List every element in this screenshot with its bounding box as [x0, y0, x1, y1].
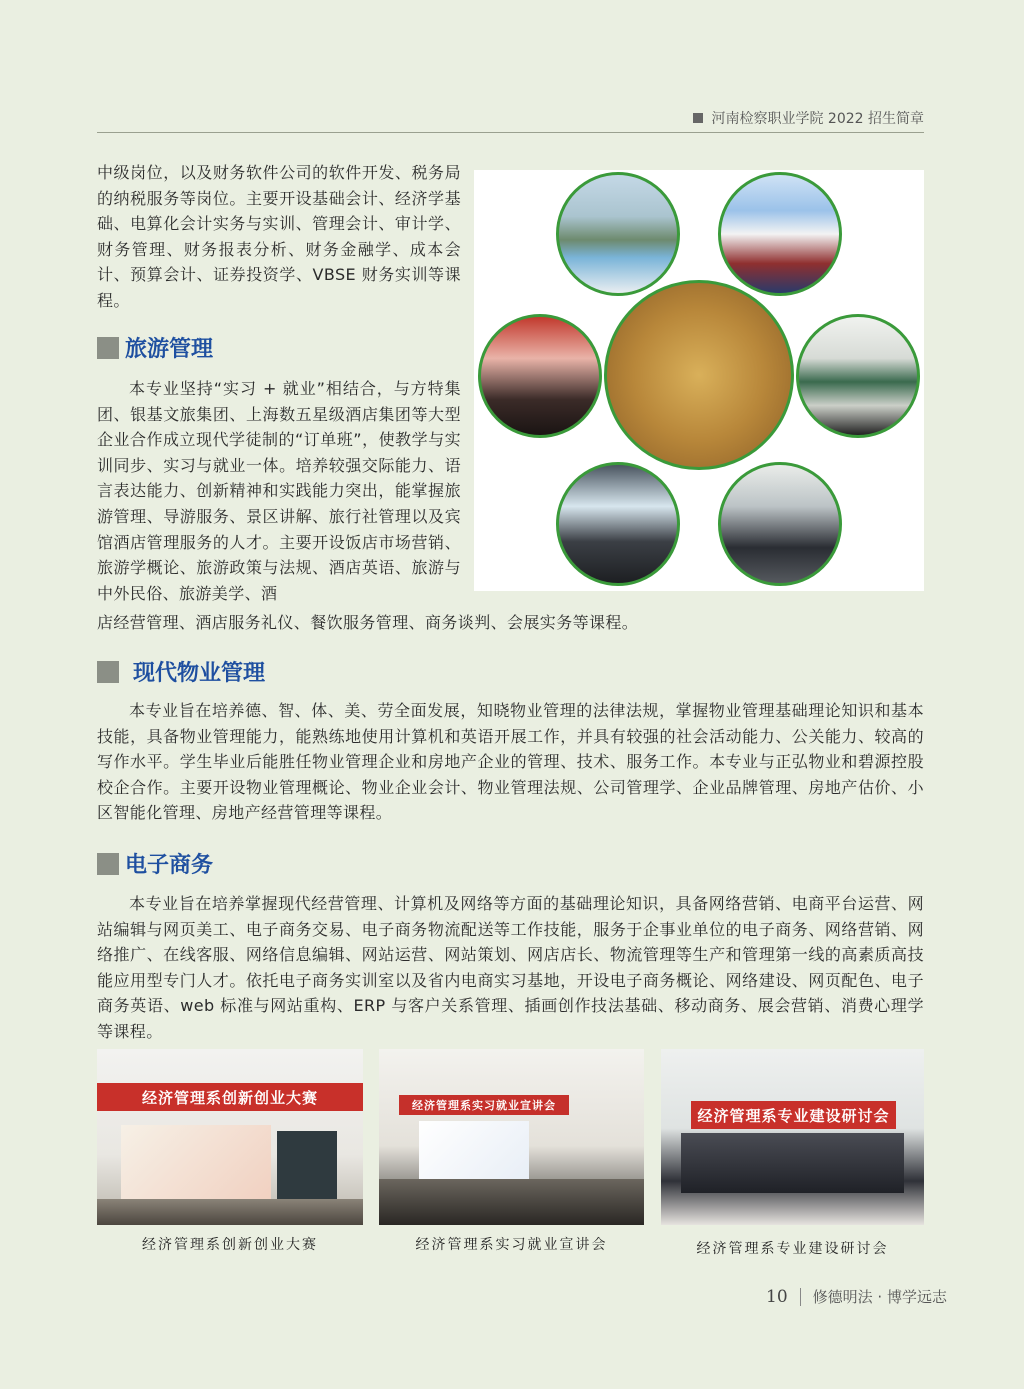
page-header — [97, 108, 924, 128]
collage-photo-award-stage — [718, 172, 842, 296]
section-square-icon — [97, 661, 119, 683]
audience — [379, 1179, 644, 1225]
collage-photo-computer-lab — [718, 462, 842, 586]
section-square-icon — [97, 853, 119, 875]
photo-banner: 经济管理系创新创业大赛 — [97, 1083, 363, 1111]
header-title: 河南检察职业学院 2022 招生简章 — [711, 111, 924, 127]
audience — [97, 1199, 363, 1225]
photo-collage — [474, 170, 924, 591]
section-square-icon — [97, 337, 119, 359]
section-ecommerce-body: 本专业旨在培养掌握现代经营管理、计算机及网络等方面的基础理论知识，具备网络营销、电商平台运营、网站编辑与网页美工、电子商务交易、电子商务物流配送等工作技能，服务于企事业单位的电子商务、网络营销、网络推广、在线客服、网络信息编辑、网站运营、网站策划、网店店长、物流管理等生产和管理第一线的高素质高技能应用型专门人才。依托电子商务实训室以及省内电商实习基地，开设电子商务概论、网络建设、网页配色、电子商务英语、web 标准与网站重构、ERP 与客户关系管理、插画创作技法基础、移动商务、展会营销、消费心理学等课程。 — [97, 894, 924, 1041]
page-footer — [766, 1286, 947, 1307]
photo-caption: 经济管理系专业建设研讨会 — [696, 1241, 889, 1257]
header-square-icon — [693, 113, 703, 123]
collage-photo-conference — [478, 314, 602, 438]
section-title-ecommerce: 电子商务 — [97, 848, 213, 879]
page-number: 10 — [766, 1286, 788, 1307]
footer-motto: 修德明法 · 博学远志 — [812, 1288, 947, 1306]
section-property-body: 本专业旨在培养德、智、体、美、劳全面发展，知晓物业管理的法律法规，掌握物业管理基础理论知识和基本技能，具备物业管理能力，能熟练地使用计算机和英语开展工作，并具有较强的社会活动能力、公关能力、较高的写作水平。学生毕业后能胜任物业管理企业和房地产企业的管理、技术、服务工作。本专业与正弘物业和碧源控股校企合作。主要开设物业管理概论、物业企业会计、物业管理法规、公司管理学、企业品牌管理、房地产估价、小区智能化管理、房地产经营管理等课程。 — [97, 701, 924, 823]
photo-innovation-contest — [97, 1049, 363, 1225]
collage-photo-dance — [556, 172, 680, 296]
collage-photo-classroom — [796, 314, 920, 438]
photo-caption: 经济管理系创新创业大赛 — [142, 1237, 318, 1253]
photo-banner: 经济管理系专业建设研讨会 — [691, 1101, 896, 1129]
intro-paragraph: 中级岗位，以及财务软件公司的软件开发、税务局的纳税服务等岗位。主要开设基础会计、经济学基础、电算化会计实务与实训、管理会计、审计学、财务管理、财务报表分析、财务金融学、成本会计、预算会计、证券投资学、VBSE 财务实训等课程。 — [97, 163, 461, 310]
footer-divider — [800, 1288, 801, 1306]
section-tourism-body-end: 店经营管理、酒店服务礼仪、餐饮服务管理、商务谈判、会展实务等课程。 — [97, 613, 639, 632]
photo-employment-briefing — [379, 1049, 644, 1225]
photo-banner: 经济管理系实习就业宣讲会 — [399, 1095, 569, 1115]
blackboard — [277, 1131, 337, 1201]
collage-photo-plaques — [604, 280, 794, 470]
header-rule — [97, 132, 924, 133]
projector-screen — [419, 1121, 529, 1181]
photo-caption: 经济管理系实习就业宣讲会 — [415, 1237, 608, 1253]
group-of-people — [681, 1133, 904, 1193]
section-title-property: 现代物业管理 — [97, 656, 265, 687]
photo-program-seminar — [661, 1049, 924, 1225]
section-tourism-body: 本专业坚持“实习 + 就业”相结合，与方特集团、银基文旅集团、上海数五星级酒店集团等大型企业合作成立现代学徒制的“订单班”，使教学与实训同步、实习与就业一体。培养较强交际能力、语言表达能力、创新精神和实践能力突出，能掌握旅游管理、导游服务、景区讲解、旅行社管理以及宾馆酒店管理服务的人才。主要开设饭店市场营销、旅游学概论、旅游政策与法规、酒店英语、旅游与中外民俗、旅游美学、酒 — [97, 379, 461, 603]
section-title-tourism: 旅游管理 — [97, 332, 213, 363]
collage-photo-lecture — [556, 462, 680, 586]
